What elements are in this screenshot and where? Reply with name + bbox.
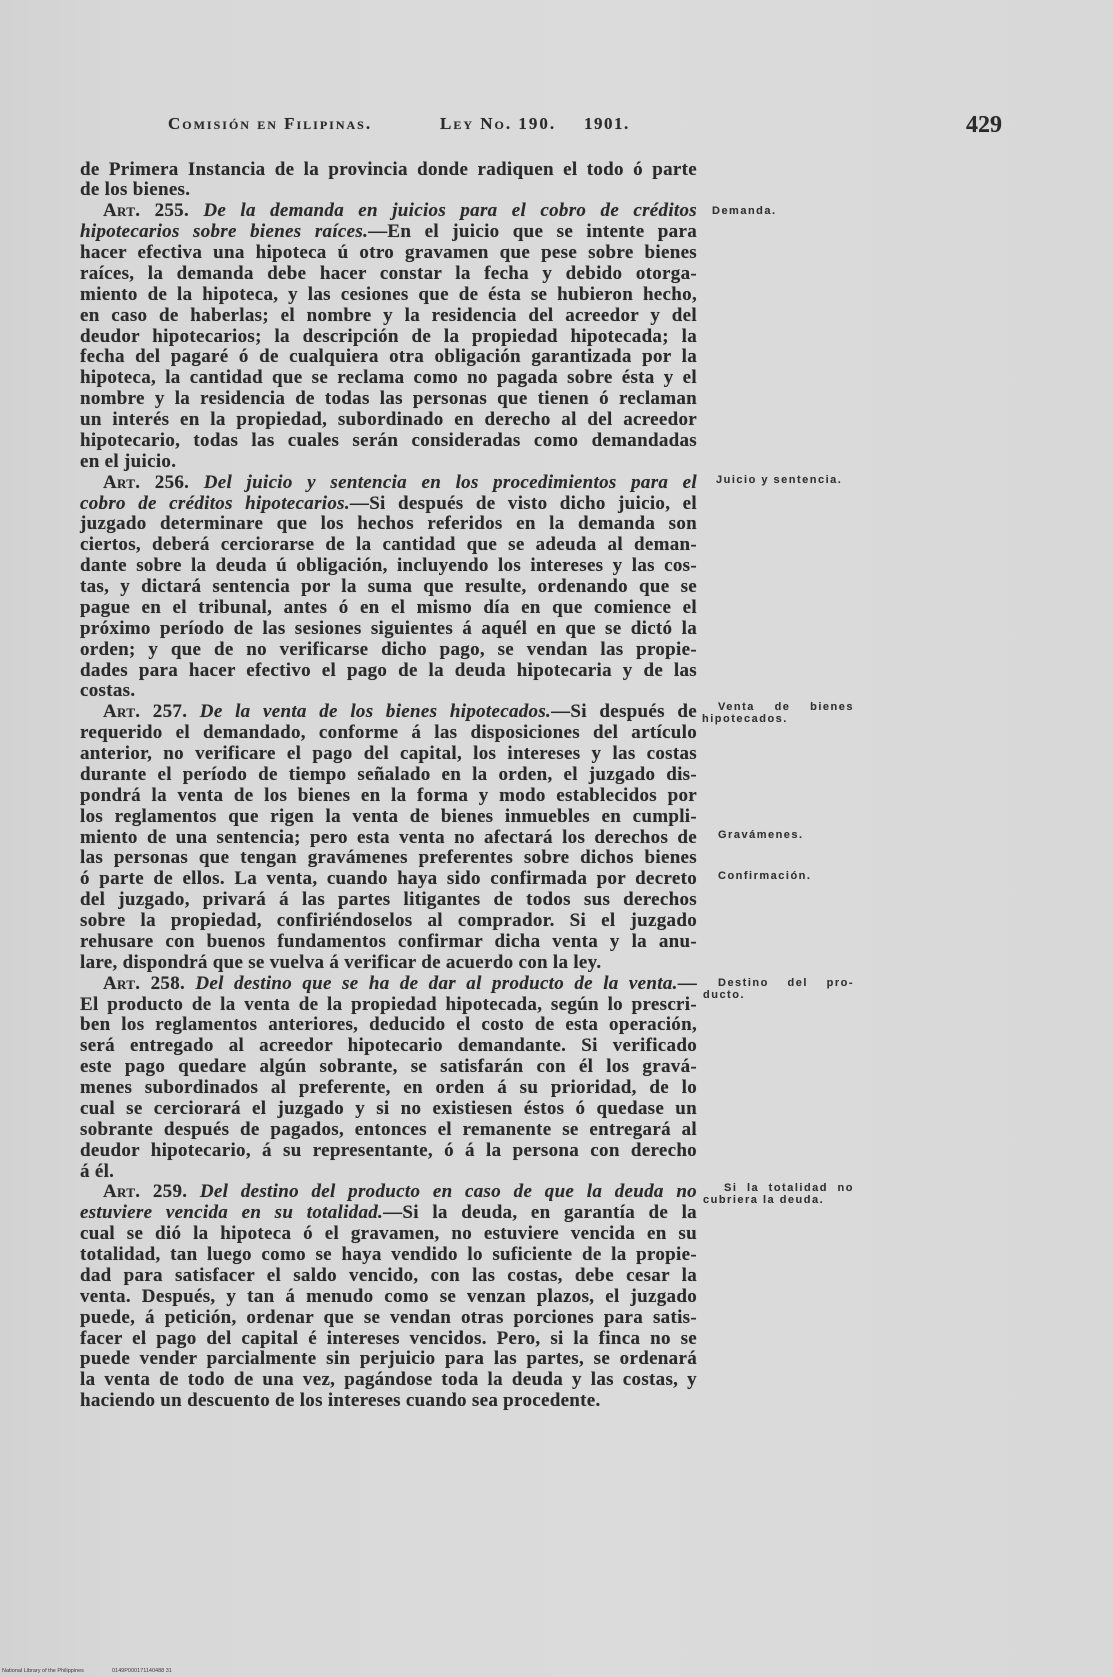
- margin-note-line: Si la totalidad no: [724, 1182, 854, 1194]
- running-title: Comisión en Filipinas.: [168, 114, 373, 133]
- continued-paragraph: [80, 160, 697, 202]
- text-line: facer el pago del capital é intereses vencidos. Pero, si la finca no se: [80, 1327, 697, 1349]
- article-heading: cobro de créditos hipotecarios.: [80, 492, 350, 514]
- text-line: hipotecario, todas las cuales serán consideradas como demandadas: [80, 429, 697, 451]
- text-line: un interés en la propiedad, subordinado en derecho al del acreedor: [80, 409, 697, 430]
- text-line: nombre y la residencia de todas las personas que tienen ó reclaman: [80, 388, 697, 410]
- article-heading: Del juicio y sentencia en los procedimientos para el: [203, 471, 697, 493]
- text-line: totalidad, tan luego como se haya vendido lo suficiente de la propie-: [80, 1244, 697, 1265]
- margin-note-destino: [702, 978, 854, 1001]
- margin-note-gravamenes: [702, 830, 854, 842]
- article-label: Art. 256.: [103, 471, 204, 493]
- text-line: menes subordinados al preferente, en orden á su prioridad, de lo: [80, 1077, 697, 1098]
- text-line: durante el período de tiempo señalado en la orden, el juzgado dis-: [80, 763, 697, 785]
- text-line: hipoteca, la cantidad que se reclama como no pagada sobre ésta y el: [80, 367, 697, 389]
- text-line: rehusare con buenos fundamentos confirmar dicha venta y la anu-: [80, 930, 697, 952]
- margin-note-venta: [702, 702, 854, 725]
- text-line: dad para satisfacer el saldo vencido, con las costas, debe cesar la: [80, 1264, 697, 1286]
- text-line: [80, 201, 697, 222]
- text-line: cual se dió la hipoteca ó el gravamen, no estuviere vencida en su: [80, 1223, 697, 1245]
- text-line: puede vender parcialmente sin perjuicio para las partes, se ordenará: [80, 1348, 697, 1370]
- scan-id: 0149P000171140488 31: [112, 1668, 172, 1674]
- law-number: Ley No. 190.: [440, 114, 557, 133]
- text-line: dades para hacer efectivo el pago de la deuda hipotecaria y de las: [80, 659, 697, 681]
- article-paragraph: [80, 1182, 697, 1412]
- text-line: El producto de la venta de la propiedad hipotecada, según lo prescri-: [80, 993, 697, 1015]
- text-run: —Si después de: [551, 701, 697, 723]
- text-line: juzgado determinare que los hechos referidos en la demanda son: [80, 513, 697, 535]
- article-heading: estuviere vencida en su totalidad.: [80, 1202, 384, 1224]
- text-line: las personas que tengan gravámenes preferentes sobre dichos bienes: [80, 847, 697, 869]
- margin-note-totalidad: [702, 1183, 854, 1206]
- text-line: la venta de todo de una vez, pagándose toda la deuda y las costas, y: [80, 1369, 697, 1391]
- text-line: á él.: [80, 1160, 115, 1182]
- body-text: [80, 160, 697, 1413]
- margin-note-line: Gravámenes.: [718, 829, 804, 841]
- text-run: —: [677, 972, 697, 994]
- text-line: ó parte de ellos. La venta, cuando haya sido confirmada por decreto: [80, 868, 697, 890]
- article-paragraph: [80, 702, 697, 973]
- text-run: —Si después de visto dicho juicio, el: [349, 492, 697, 514]
- margin-note-line: Juicio y sentencia.: [716, 474, 843, 486]
- text-line: en el juicio.: [80, 450, 177, 472]
- library-credit: National Library of the Philippines: [2, 1668, 84, 1674]
- text-line: venta. Después, y tan á menudo como se venzan plazos, el juzgado: [80, 1285, 697, 1307]
- article-label: Art. 255.: [103, 200, 204, 222]
- text-line: los reglamentos que rigen la venta de bienes inmuebles en cumpli-: [80, 805, 697, 827]
- article-heading: hipotecarios sobre bienes raíces.: [80, 221, 369, 243]
- text-line: será entregado al acreedor hipotecario demandante. Si verificado: [80, 1035, 697, 1057]
- text-run: —Si la deuda, en garantía de la: [383, 1202, 697, 1224]
- margin-note-line: ducto.: [703, 988, 745, 1001]
- text-line: costas.: [80, 680, 136, 702]
- year: 1901.: [584, 114, 630, 133]
- text-line: miento de la hipoteca, y las cesiones que de ésta se hubieron hecho,: [80, 283, 697, 305]
- text-line: pondrá la venta de los bienes en la forma y modo establecidos por: [80, 784, 697, 806]
- text-run: —En el juicio que se intente para: [368, 221, 697, 243]
- text-line: de los bienes.: [80, 179, 191, 201]
- margin-note-line: Destino del pro-: [718, 977, 854, 989]
- text-line: pague en el tribunal, antes ó en el mismo día en que comience el: [80, 596, 697, 618]
- article-paragraph: [80, 974, 697, 1183]
- margin-note-line: Venta de bienes: [718, 701, 854, 713]
- text-line: próximo período de las sesiones siguientes á aquél en que se dictó la: [80, 617, 697, 639]
- article-heading: Del destino del producto en caso de que la deuda no: [199, 1181, 697, 1203]
- article-paragraph: [80, 473, 697, 703]
- text-line: dante sobre la deuda ú obligación, incluyendo los intereses y las cos-: [80, 555, 697, 577]
- text-line: haciendo un descuento de los intereses cuando sea procedente.: [80, 1390, 601, 1412]
- margin-note-line: Confirmación.: [718, 870, 812, 882]
- text-line: anterior, no verificare el pago del capital, los intereses y las costas: [80, 743, 697, 764]
- page-number: 429: [966, 112, 1002, 138]
- text-line: fecha del pagaré ó de cualquiera otra obligación garantizada por la: [80, 346, 697, 368]
- text-line: [80, 222, 697, 243]
- margin-note-juicio: [702, 475, 854, 487]
- margin-note-demanda: [702, 206, 854, 218]
- text-line: [80, 494, 697, 515]
- text-line: del juzgado, privará á las partes litigantes de todos sus derechos: [80, 889, 697, 911]
- text-line: de Primera Instancia de la provincia donde radiquen el todo ó parte: [80, 158, 697, 180]
- text-line: [80, 702, 697, 723]
- text-line: este pago quedare algún sobrante, se satisfarán con él los gravá-: [80, 1056, 697, 1078]
- text-line: deudor hipotecario, á su representante, ó á la persona con derecho: [80, 1139, 697, 1161]
- article-label: Art. 257.: [103, 701, 200, 723]
- article-paragraph: [80, 201, 697, 472]
- margin-note-line: hipotecados.: [702, 712, 788, 725]
- margin-note-line: cubriera la deuda.: [703, 1193, 825, 1206]
- text-line: orden; y que de no verificarse dicho pago, se vendan las propie-: [80, 638, 697, 660]
- article-heading: Del destino que se ha de dar al producto de la venta.: [195, 972, 678, 994]
- text-line: ciertos, deberá cerciorarse de la cantidad que se adeuda al deman-: [80, 534, 697, 556]
- article-label: Art. 258.: [103, 972, 196, 994]
- text-line: [80, 1203, 697, 1224]
- article-heading: De la demanda en juicios para el cobro de créditos: [203, 200, 697, 222]
- text-line: [80, 974, 697, 995]
- text-line: hacer efectiva una hipoteca ú otro gravamen que pese sobre bienes: [80, 242, 697, 263]
- margin-note-confirmacion: [702, 871, 854, 883]
- text-line: tas, y dictará sentencia por la suma que resulte, ordenando que se: [80, 576, 697, 597]
- article-label: Art. 259.: [103, 1181, 200, 1203]
- text-line: en caso de haberlas; el nombre y la residencia del acreedor y del: [80, 304, 697, 326]
- article-heading: De la venta de los bienes hipotecados.: [199, 701, 552, 723]
- text-line: deudor hipotecarios; la descripción de la propiedad hipotecada; la: [80, 325, 697, 347]
- text-line: miento de una sentencia; pero esta venta no afectará los derechos de: [80, 826, 697, 848]
- text-line: ben los reglamentos anteriores, deducido el costo de esta operación,: [80, 1014, 697, 1036]
- text-line: raíces, la demanda debe hacer constar la fecha y debido otorga-: [80, 262, 697, 284]
- text-line: cual se cerciorará el juzgado y si no existiesen éstos ó quedase un: [80, 1097, 697, 1119]
- text-line: [80, 473, 697, 494]
- text-line: puede, á petición, ordenar que se vendan otras porciones para satis-: [80, 1306, 697, 1328]
- text-line: requerido el demandado, conforme á las disposiciones del artículo: [80, 722, 697, 744]
- margin-note-line: Demanda.: [712, 205, 777, 217]
- text-line: sobre la propiedad, confiriéndoselos al comprador. Si el juzgado: [80, 910, 697, 931]
- text-line: lare, dispondrá que se vuelva á verificar de acuerdo con la ley.: [80, 951, 602, 973]
- text-line: sobrante después de pagados, entonces el remanente se entregará al: [80, 1118, 697, 1140]
- text-line: [80, 1182, 697, 1203]
